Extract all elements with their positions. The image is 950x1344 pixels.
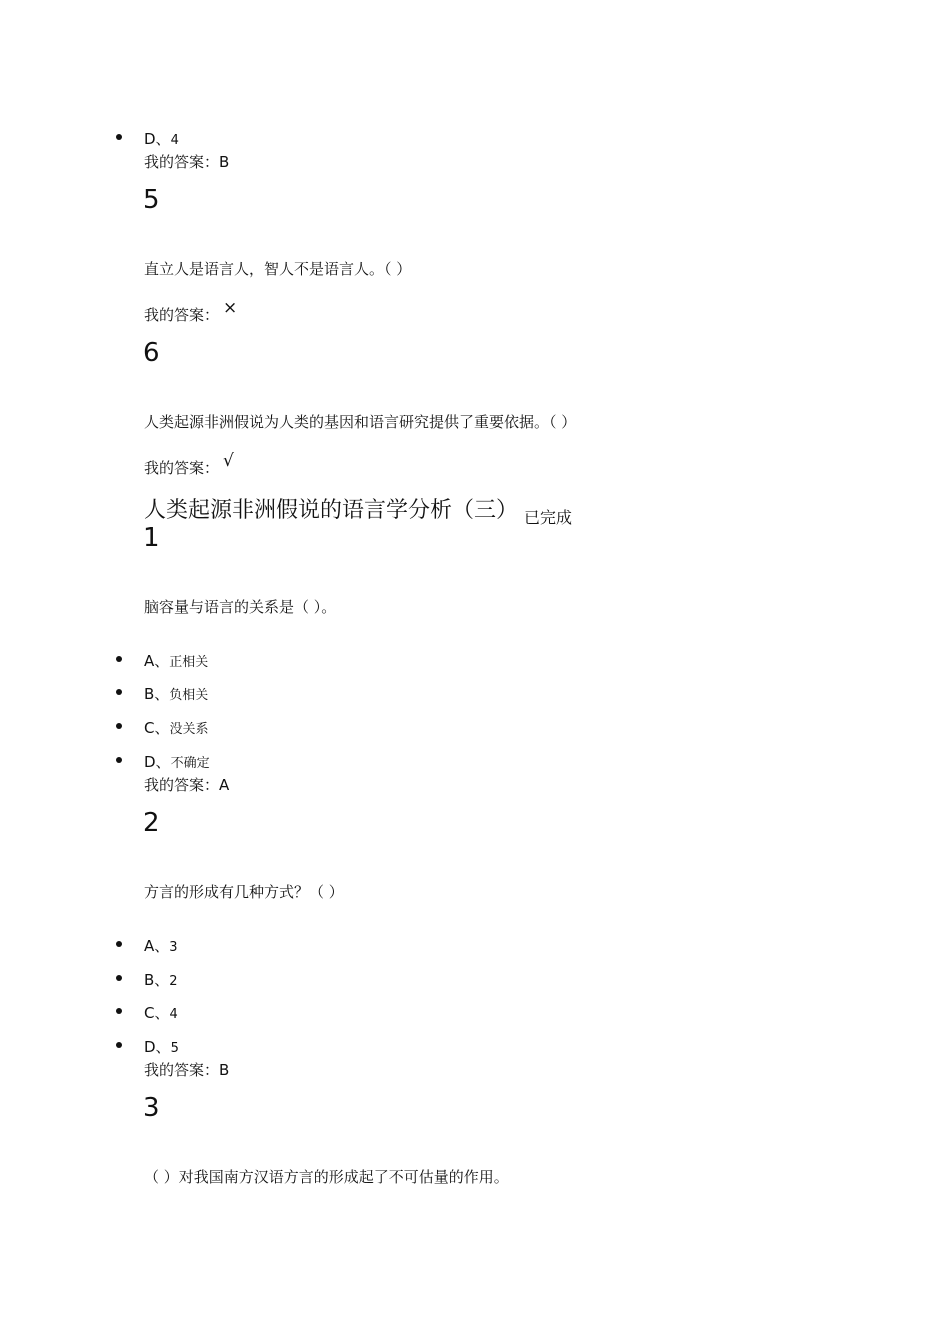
- check-icon: √: [223, 451, 234, 471]
- my-answer: [144, 298, 238, 325]
- option-item[interactable]: [0, 1036, 950, 1060]
- my-answer-label: 我的答案：: [144, 306, 220, 324]
- option-item[interactable]: [0, 935, 950, 959]
- bullet-icon: [116, 1008, 122, 1014]
- bullet-icon: [116, 723, 122, 729]
- question-number: 2: [143, 808, 160, 838]
- option-item[interactable]: [0, 650, 950, 674]
- option-label: D、4: [144, 130, 179, 148]
- option-label: D、5: [144, 1038, 179, 1056]
- bullet-icon: [116, 134, 122, 140]
- question-stem: 脑容量与语言的关系是（ ）。: [144, 598, 337, 616]
- option-label: C、4: [144, 1004, 178, 1022]
- question-number: 1: [143, 523, 160, 553]
- status-badge: 已完成: [524, 508, 573, 527]
- my-answer: [144, 451, 234, 478]
- my-answer: 我的答案：A: [144, 776, 230, 794]
- option-label: B、2: [144, 971, 178, 989]
- cross-icon: ×: [223, 298, 238, 318]
- question-number: 5: [143, 185, 160, 215]
- my-answer: 我的答案：B: [144, 153, 230, 171]
- bullet-icon: [116, 757, 122, 763]
- question-stem: 人类起源非洲假说为人类的基因和语言研究提供了重要依据。（ ）: [144, 413, 577, 431]
- option-label: D、不确定: [144, 753, 210, 771]
- bullet-icon: [116, 689, 122, 695]
- option-label: C、没关系: [144, 719, 209, 737]
- option-item[interactable]: [0, 1002, 950, 1026]
- question-stem: 直立人是语言人，智人不是语言人。（ ）: [144, 260, 412, 278]
- bullet-icon: [116, 656, 122, 662]
- section-header: [144, 493, 573, 527]
- question-number: 3: [143, 1093, 160, 1123]
- option-label: B、负相关: [144, 685, 209, 703]
- option-item[interactable]: [0, 751, 950, 775]
- question-stem: 方言的形成有几种方式？（ ）: [144, 883, 344, 901]
- option-item[interactable]: [0, 683, 950, 707]
- section-title: 人类起源非洲假说的语言学分析（三）: [144, 498, 519, 523]
- option-item[interactable]: [0, 969, 950, 993]
- question-stem: （ ）对我国南方汉语方言的形成起了不可估量的作用。: [144, 1168, 509, 1186]
- question-number: 6: [143, 338, 160, 368]
- my-answer: 我的答案：B: [144, 1061, 230, 1079]
- bullet-icon: [116, 975, 122, 981]
- option-label: A、正相关: [144, 652, 209, 670]
- option-label: A、3: [144, 937, 178, 955]
- option-item[interactable]: [0, 717, 950, 741]
- bullet-icon: [116, 1042, 122, 1048]
- option-item[interactable]: [0, 128, 950, 152]
- bullet-icon: [116, 941, 122, 947]
- my-answer-label: 我的答案：: [144, 459, 220, 477]
